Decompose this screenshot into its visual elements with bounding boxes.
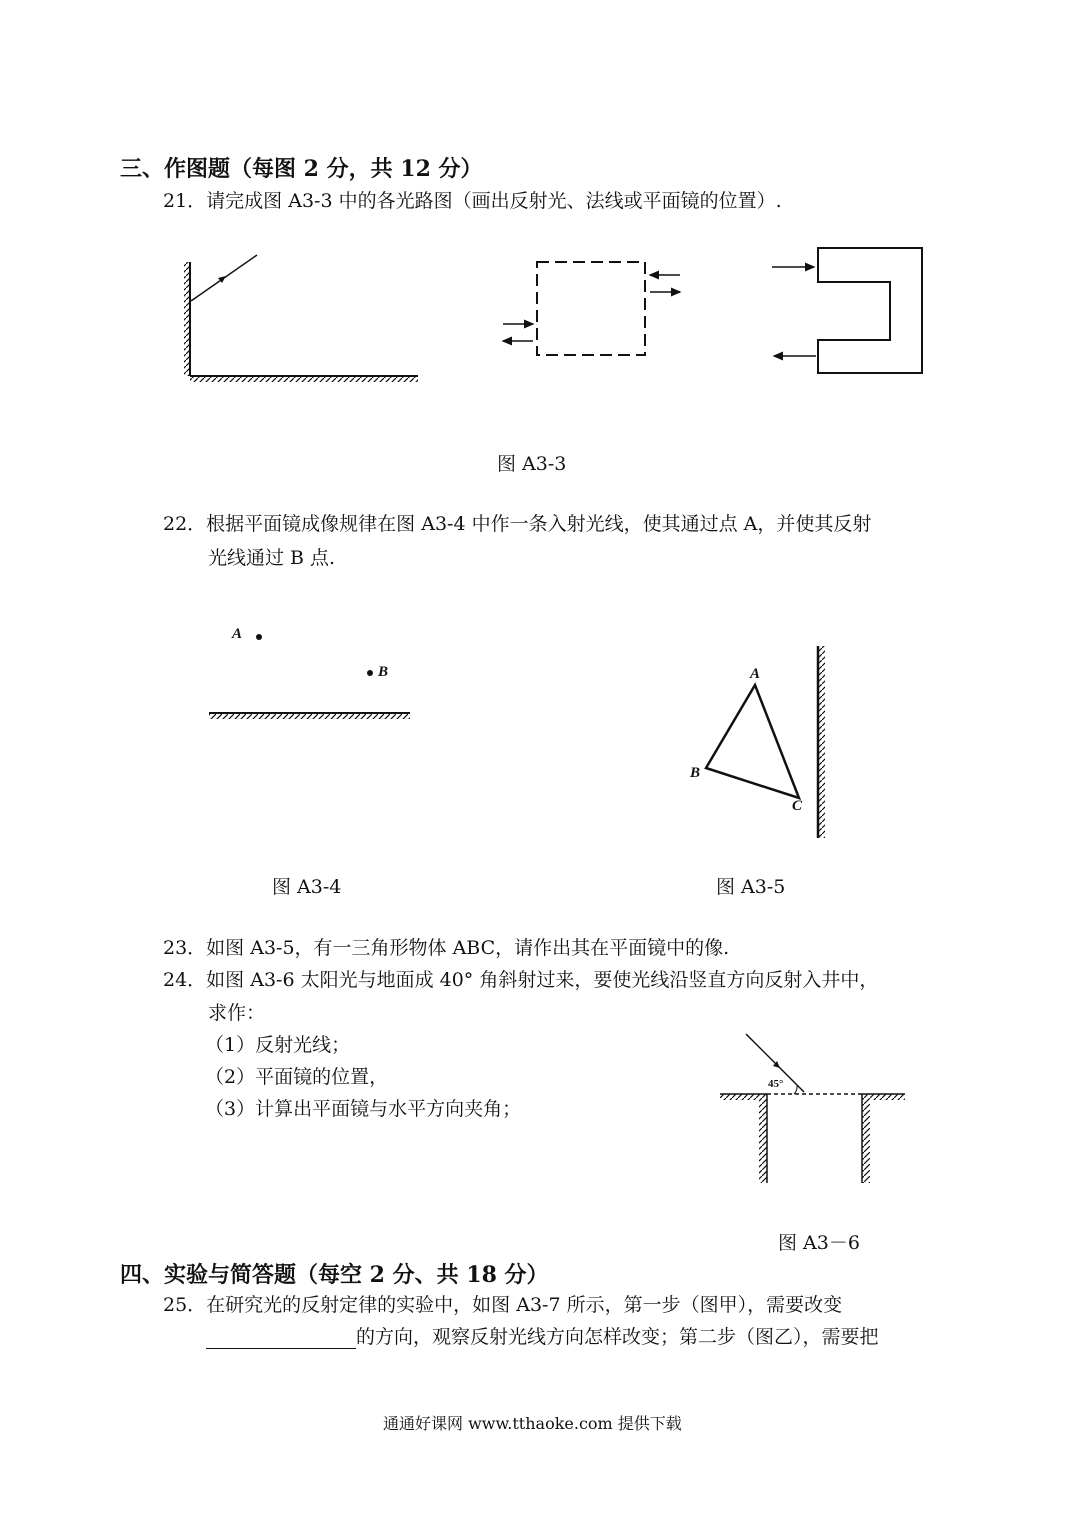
- angle-label: 45°: [768, 1078, 784, 1090]
- footer-text: 通通好课网 www.tthaoke.com 提供下载: [383, 1414, 682, 1433]
- q25-line2-text: 的方向，观察反射光线方向怎样改变；第二步（图乙），需要把: [356, 1326, 879, 1348]
- answer-blank[interactable]: [206, 1328, 356, 1349]
- q22-line2: 光线通过 B 点.: [208, 547, 336, 569]
- q25-line2: [206, 1326, 879, 1349]
- q24-item2: （2）平面镜的位置，: [205, 1066, 389, 1088]
- section3-heading: 三、作图题（每图 2 分，共 12 分）: [120, 156, 483, 182]
- dashed-box-diagram: [503, 262, 680, 355]
- point-a-label: A: [232, 626, 243, 642]
- q22-line1: 22．根据平面镜成像规律在图 A3-4 中作一条入射光线，使其通过点 A，并使其反射: [163, 513, 872, 535]
- section4-heading: 四、实验与简答题（每空 2 分、共 18 分）: [120, 1262, 549, 1288]
- q23-text: 23．如图 A3-5，有一三角形物体 ABC，请作出其在平面镜中的像.: [163, 937, 730, 959]
- q25-line1: 25．在研究光的反射定律的实验中，如图 A3-7 所示，第一步（图甲），需要改变: [163, 1294, 843, 1316]
- corner-mirror-diagram: [184, 255, 418, 382]
- vertex-c-label: C: [792, 798, 803, 814]
- figure-a3-6: [720, 1034, 905, 1183]
- point-b-label: B: [378, 664, 389, 680]
- vertex-a-label: A: [750, 666, 761, 682]
- point-a-dot: [256, 634, 262, 640]
- q21-text: 21．请完成图 A3-3 中的各光路图（画出反射光、法线或平面镜的位置）.: [163, 190, 782, 212]
- figure-a3-3-caption: 图 A3-3: [497, 453, 567, 475]
- q24-line1: 24．如图 A3-6 太阳光与地面成 40° 角斜射过来，要使光线沿竖直方向反射入井中，: [163, 969, 879, 991]
- u-shape-diagram: [772, 248, 922, 373]
- q24-item1: （1）反射光线；: [205, 1034, 351, 1056]
- figure-a3-5: [706, 646, 825, 838]
- q24-item3: （3）计算出平面镜与水平方向夹角；: [205, 1098, 522, 1120]
- figure-a3-6-caption: 图 A3－6: [778, 1232, 860, 1254]
- point-b-dot: [367, 670, 373, 676]
- figure-a3-5-caption: 图 A3-5: [716, 876, 786, 898]
- vertex-b-label: B: [690, 765, 701, 781]
- q24-line2: 求作：: [208, 1002, 266, 1024]
- figure-a3-4-caption: 图 A3-4: [272, 876, 342, 898]
